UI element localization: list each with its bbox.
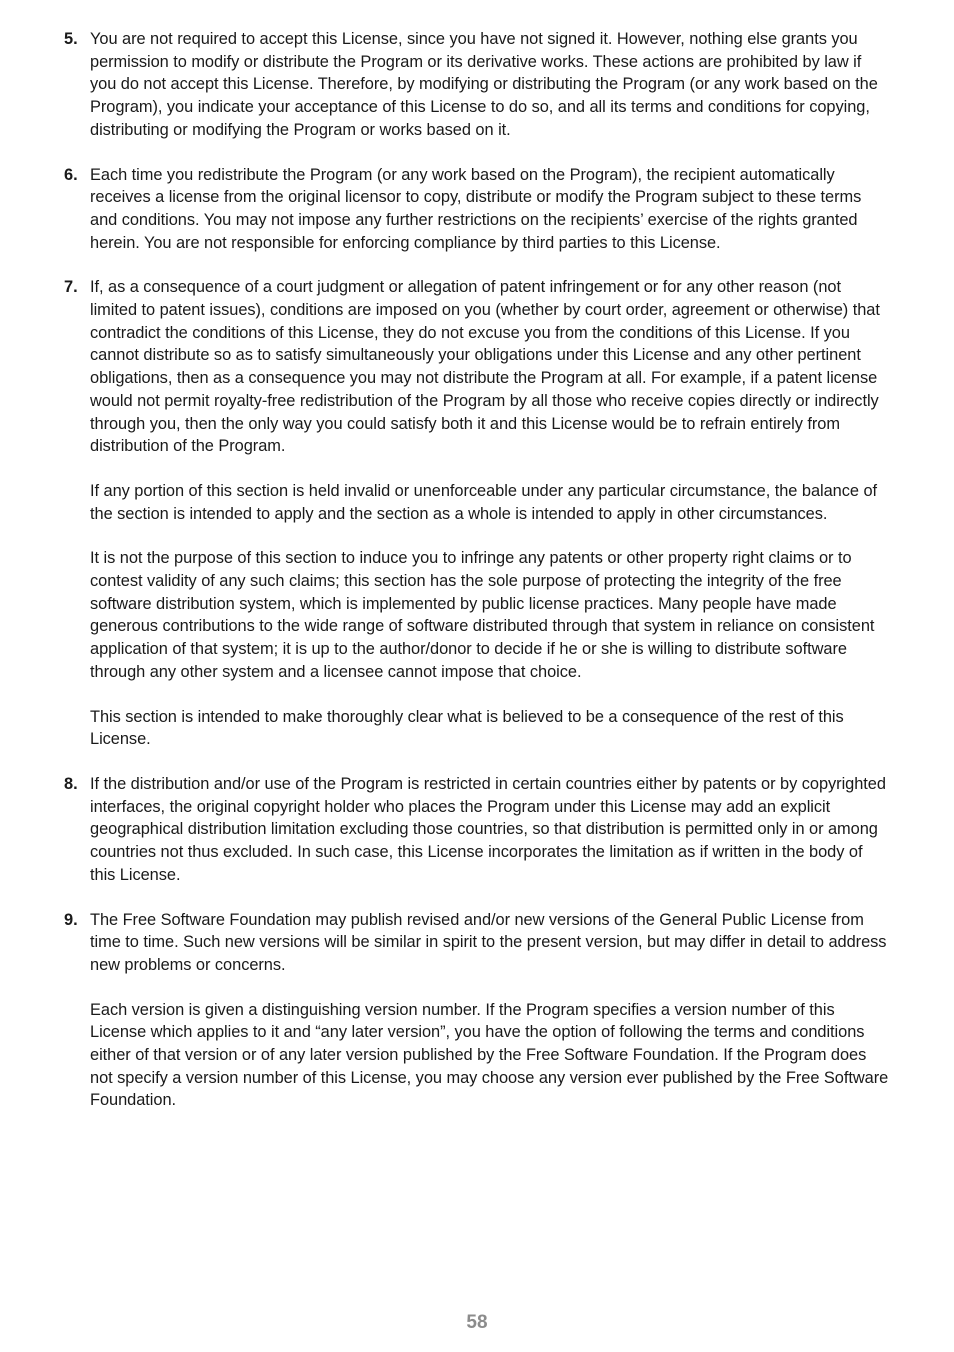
section-number: 5. (64, 30, 78, 48)
section-number: 9. (64, 910, 78, 929)
section-body (90, 164, 890, 255)
section-6 (64, 164, 890, 255)
section-body (90, 773, 890, 887)
paragraph: Each version is given a distinguishing version number. If the Program specifies a version number of this License which applies to it and “any later version”, you have the option of following the terms and conditions either of that version or of any later version published by the Free Software Foundation. If the Program does not specify a version number of this License, you may choose any version ever published by the Free Software Foundation. (90, 1000, 889, 1110)
paragraph: The Free Software Foundation may publish revised and/or new versions of the General Public License from time to time. Such new versions will be similar in spirit to the present version, but may differ in detail to address new problems or concerns. (90, 910, 887, 974)
paragraph: It is not the purpose of this section to induce you to infringe any patents or other property right claims or to contest validity of any such claims; this section has the sole purpose of protecting the integrity of the free software distribution system, which is implemented by public license practices. Many people have made generous contributions to the wide range of software distributed through that system in reliance on consistent application of that system; it is up to the author/donor to decide if he or she is willing to distribute software through any other system and a licensee cannot impose that choice. (90, 549, 875, 681)
section-number: 6. (64, 165, 78, 184)
paragraph: This section is intended to make thoroughly clear what is believed to be a consequence of the rest of this License. (90, 707, 844, 749)
section-8 (64, 773, 890, 887)
page-number: 58 (466, 1312, 488, 1333)
license-text (64, 28, 890, 1134)
section-number: 8. (64, 774, 78, 793)
section-body (90, 909, 890, 1113)
paragraph: If the distribution and/or use of the Program is restricted in certain countries either by patents or by copyrighted interfaces, the original copyright holder who places the Program under this License may add an explicit geographical distribution limitation excluding those countries, so that distribution is permitted only in or among countries not thus excluded. In such case, this License incorporates the limitation as if written in the body of this License. (90, 774, 886, 884)
section-5 (64, 28, 890, 142)
section-number: 7. (64, 278, 78, 297)
paragraph: If, as a consequence of a court judgment or allegation of patent infringement or for any other reason (not limited to patent issues), conditions are imposed on you (whether by court order, agreement or otherwise) that contradict the conditions of this License, they do not excuse you from the conditions of this License. If you cannot distribute so as to satisfy simultaneously your obligations under this License and any other pertinent obligations, then as a consequence you may not distribute the Program at all. For example, if a patent license would not permit royalty-free redistribution of the Program by all those who receive copies directly or indirectly through you, then the only way you could satisfy both it and this License would be to refrain entirely from distribution of the Program. (90, 278, 880, 456)
section-body (90, 28, 890, 142)
section-body (90, 276, 890, 751)
paragraph: You are not required to accept this License, since you have not signed it. However, nothing else grants you permission to modify or distribute the Program or its derivative works. These actions are prohibited by law if you do not accept this License. Therefore, by modifying or distributing the Program (or any work based on the Program), you indicate your acceptance of this License to do so, and all its terms and conditions for copying, distributing or modifying the Program or works based on it. (90, 30, 878, 139)
paragraph: Each time you redistribute the Program (or any work based on the Program), the recipient automatically receives a license from the original licensor to copy, distribute or modify the Program subject to these terms and conditions. You may not impose any further restrictions on the recipients’ exercise of the rights granted herein. You are not responsible for enforcing compliance by third parties to this License. (90, 165, 862, 252)
section-9 (64, 909, 890, 1113)
paragraph: If any portion of this section is held invalid or unenforceable under any particular circumstance, the balance of the section is intended to apply and the section as a whole is intended to apply in other circumstances. (90, 481, 878, 523)
section-7 (64, 276, 890, 751)
